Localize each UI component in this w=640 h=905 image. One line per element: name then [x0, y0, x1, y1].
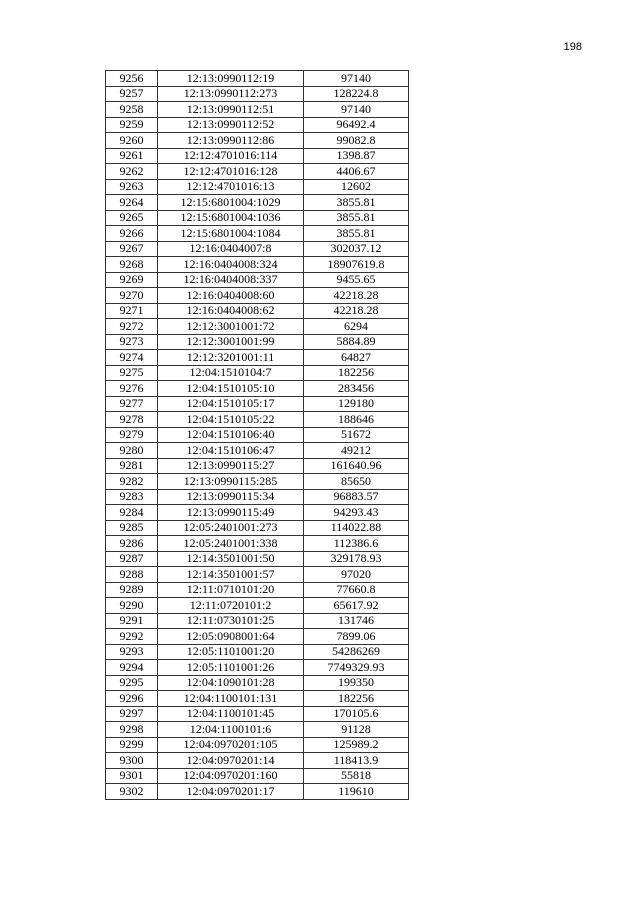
value-cell: 3855.81	[304, 226, 409, 242]
cadastral-number-cell: 12:16:0404007:8	[158, 241, 304, 257]
row-number-cell: 9293	[106, 644, 158, 660]
row-number-cell: 9286	[106, 536, 158, 552]
table-row	[106, 179, 409, 195]
cadastral-number-cell: 12:16:0404008:62	[158, 303, 304, 319]
cadastral-number-cell: 12:13:0990115:34	[158, 489, 304, 505]
value-cell: 42218.28	[304, 303, 409, 319]
table-row	[106, 319, 409, 335]
value-cell: 283456	[304, 381, 409, 397]
row-number-cell: 9282	[106, 474, 158, 490]
row-number-cell: 9260	[106, 133, 158, 149]
value-cell: 65617.92	[304, 598, 409, 614]
value-cell: 97140	[304, 71, 409, 87]
table-row	[106, 102, 409, 118]
row-number-cell: 9294	[106, 660, 158, 676]
row-number-cell: 9257	[106, 86, 158, 102]
value-cell: 131746	[304, 613, 409, 629]
row-number-cell: 9281	[106, 458, 158, 474]
cadastral-number-cell: 12:12:4701016:114	[158, 148, 304, 164]
table-row	[106, 71, 409, 87]
value-cell: 118413.9	[304, 753, 409, 769]
row-number-cell: 9300	[106, 753, 158, 769]
cadastral-number-cell: 12:04:0970201:17	[158, 784, 304, 800]
row-number-cell: 9280	[106, 443, 158, 459]
cadastral-number-cell: 12:13:0990115:27	[158, 458, 304, 474]
table-row	[106, 691, 409, 707]
table-row	[106, 381, 409, 397]
value-cell: 42218.28	[304, 288, 409, 304]
row-number-cell: 9271	[106, 303, 158, 319]
table-body	[106, 71, 409, 800]
row-number-cell: 9262	[106, 164, 158, 180]
value-cell: 329178.93	[304, 551, 409, 567]
table-row	[106, 613, 409, 629]
table-row	[106, 629, 409, 645]
row-number-cell: 9279	[106, 427, 158, 443]
value-cell: 302037.12	[304, 241, 409, 257]
row-number-cell: 9267	[106, 241, 158, 257]
table-row	[106, 598, 409, 614]
table-row	[106, 117, 409, 133]
table-row	[106, 675, 409, 691]
cadastral-number-cell: 12:04:1510105:10	[158, 381, 304, 397]
value-cell: 182256	[304, 365, 409, 381]
table-row	[106, 334, 409, 350]
table-row	[106, 567, 409, 583]
table-row	[106, 474, 409, 490]
table-row	[106, 86, 409, 102]
cadastral-number-cell: 12:16:0404008:60	[158, 288, 304, 304]
value-cell: 96883.57	[304, 489, 409, 505]
table-row	[106, 458, 409, 474]
row-number-cell: 9258	[106, 102, 158, 118]
cadastral-number-cell: 12:05:2401001:338	[158, 536, 304, 552]
value-cell: 96492.4	[304, 117, 409, 133]
table-row	[106, 505, 409, 521]
row-number-cell: 9272	[106, 319, 158, 335]
row-number-cell: 9283	[106, 489, 158, 505]
table-row	[106, 365, 409, 381]
cadastral-number-cell: 12:12:3001001:72	[158, 319, 304, 335]
cadastral-number-cell: 12:13:0990112:52	[158, 117, 304, 133]
value-cell: 125989.2	[304, 737, 409, 753]
cadastral-number-cell: 12:04:1100101:45	[158, 706, 304, 722]
row-number-cell: 9292	[106, 629, 158, 645]
cadastral-number-cell: 12:04:1090101:28	[158, 675, 304, 691]
value-cell: 199350	[304, 675, 409, 691]
table-row	[106, 195, 409, 211]
row-number-cell: 9295	[106, 675, 158, 691]
value-cell: 112386.6	[304, 536, 409, 552]
row-number-cell: 9273	[106, 334, 158, 350]
cadastral-number-cell: 12:04:0970201:105	[158, 737, 304, 753]
row-number-cell: 9291	[106, 613, 158, 629]
table-row	[106, 582, 409, 598]
cadastral-number-cell: 12:05:0908001:64	[158, 629, 304, 645]
cadastral-number-cell: 12:05:2401001:273	[158, 520, 304, 536]
value-cell: 99082.8	[304, 133, 409, 149]
row-number-cell: 9299	[106, 737, 158, 753]
table-row	[106, 551, 409, 567]
cadastral-number-cell: 12:13:0990115:49	[158, 505, 304, 521]
table-row	[106, 737, 409, 753]
cadastral-number-cell: 12:13:0990112:19	[158, 71, 304, 87]
value-cell: 5884.89	[304, 334, 409, 350]
cadastral-number-cell: 12:11:0710101:20	[158, 582, 304, 598]
row-number-cell: 9266	[106, 226, 158, 242]
cadastral-number-cell: 12:05:1101001:20	[158, 644, 304, 660]
row-number-cell: 9289	[106, 582, 158, 598]
value-cell: 4406.67	[304, 164, 409, 180]
cadastral-number-cell: 12:16:0404008:324	[158, 257, 304, 273]
row-number-cell: 9290	[106, 598, 158, 614]
value-cell: 97140	[304, 102, 409, 118]
row-number-cell: 9284	[106, 505, 158, 521]
cadastral-number-cell: 12:12:4701016:128	[158, 164, 304, 180]
row-number-cell: 9275	[106, 365, 158, 381]
table-row	[106, 164, 409, 180]
table-row	[106, 443, 409, 459]
table-row	[106, 722, 409, 738]
cadastral-number-cell: 12:11:0730101:25	[158, 613, 304, 629]
value-cell: 3855.81	[304, 210, 409, 226]
value-cell: 91128	[304, 722, 409, 738]
cadastral-number-cell: 12:04:1100101:131	[158, 691, 304, 707]
row-number-cell: 9270	[106, 288, 158, 304]
cadastral-number-cell: 12:04:1510104:7	[158, 365, 304, 381]
row-number-cell: 9285	[106, 520, 158, 536]
table-row	[106, 427, 409, 443]
value-cell: 18907619.8	[304, 257, 409, 273]
table-row	[106, 148, 409, 164]
cadastral-number-cell: 12:04:1510105:22	[158, 412, 304, 428]
value-cell: 3855.81	[304, 195, 409, 211]
cadastral-number-cell: 12:13:0990112:273	[158, 86, 304, 102]
cadastral-number-cell: 12:04:1510105:17	[158, 396, 304, 412]
row-number-cell: 9288	[106, 567, 158, 583]
cadastral-number-cell: 12:04:0970201:14	[158, 753, 304, 769]
table-row	[106, 768, 409, 784]
table-row	[106, 536, 409, 552]
cadastral-number-cell: 12:12:3201001:11	[158, 350, 304, 366]
table-row	[106, 210, 409, 226]
row-number-cell: 9301	[106, 768, 158, 784]
cadastral-number-cell: 12:12:3001001:99	[158, 334, 304, 350]
value-cell: 51672	[304, 427, 409, 443]
value-cell: 1398.87	[304, 148, 409, 164]
row-number-cell: 9263	[106, 179, 158, 195]
cadastral-number-cell: 12:15:6801004:1084	[158, 226, 304, 242]
row-number-cell: 9298	[106, 722, 158, 738]
value-cell: 94293.43	[304, 505, 409, 521]
table-row	[106, 784, 409, 800]
value-cell: 55818	[304, 768, 409, 784]
row-number-cell: 9269	[106, 272, 158, 288]
cadastral-number-cell: 12:05:1101001:26	[158, 660, 304, 676]
cadastral-number-cell: 12:15:6801004:1029	[158, 195, 304, 211]
value-cell: 97020	[304, 567, 409, 583]
table-row	[106, 753, 409, 769]
value-cell: 12602	[304, 179, 409, 195]
row-number-cell: 9274	[106, 350, 158, 366]
cadastral-number-cell: 12:16:0404008:337	[158, 272, 304, 288]
value-cell: 49212	[304, 443, 409, 459]
row-number-cell: 9277	[106, 396, 158, 412]
value-cell: 7749329.93	[304, 660, 409, 676]
row-number-cell: 9276	[106, 381, 158, 397]
cadastral-number-cell: 12:04:0970201:160	[158, 768, 304, 784]
row-number-cell: 9297	[106, 706, 158, 722]
table-row	[106, 706, 409, 722]
table-row	[106, 133, 409, 149]
row-number-cell: 9264	[106, 195, 158, 211]
table-row	[106, 257, 409, 273]
table-row	[106, 226, 409, 242]
table-row	[106, 396, 409, 412]
cadastral-number-cell: 12:13:0990112:86	[158, 133, 304, 149]
cadastral-number-cell: 12:13:0990115:285	[158, 474, 304, 490]
cadastral-number-cell: 12:04:1510106:47	[158, 443, 304, 459]
table-row	[106, 644, 409, 660]
table-row	[106, 520, 409, 536]
cadastral-number-cell: 12:14:3501001:50	[158, 551, 304, 567]
cadastral-number-cell: 12:14:3501001:57	[158, 567, 304, 583]
value-cell: 77660.8	[304, 582, 409, 598]
cadastral-number-cell: 12:11:0720101:2	[158, 598, 304, 614]
value-cell: 188646	[304, 412, 409, 428]
row-number-cell: 9278	[106, 412, 158, 428]
table-row	[106, 272, 409, 288]
table-row	[106, 288, 409, 304]
row-number-cell: 9302	[106, 784, 158, 800]
page-number: 198	[563, 41, 582, 53]
value-cell: 129180	[304, 396, 409, 412]
row-number-cell: 9268	[106, 257, 158, 273]
value-cell: 54286269	[304, 644, 409, 660]
value-cell: 170105.6	[304, 706, 409, 722]
value-cell: 114022.88	[304, 520, 409, 536]
value-cell: 7899.06	[304, 629, 409, 645]
table-row	[106, 489, 409, 505]
table-row	[106, 303, 409, 319]
value-cell: 161640.96	[304, 458, 409, 474]
table-row	[106, 412, 409, 428]
value-cell: 9455.65	[304, 272, 409, 288]
cadastral-number-cell: 12:12:4701016:13	[158, 179, 304, 195]
row-number-cell: 9287	[106, 551, 158, 567]
row-number-cell: 9265	[106, 210, 158, 226]
value-cell: 182256	[304, 691, 409, 707]
cadastral-number-cell: 12:15:6801004:1036	[158, 210, 304, 226]
value-cell: 64827	[304, 350, 409, 366]
value-cell: 119610	[304, 784, 409, 800]
row-number-cell: 9256	[106, 71, 158, 87]
value-cell: 128224.8	[304, 86, 409, 102]
value-cell: 6294	[304, 319, 409, 335]
table-row	[106, 660, 409, 676]
value-cell: 85650	[304, 474, 409, 490]
row-number-cell: 9296	[106, 691, 158, 707]
data-table	[105, 70, 409, 800]
row-number-cell: 9259	[106, 117, 158, 133]
table-row	[106, 241, 409, 257]
cadastral-number-cell: 12:04:1510106:40	[158, 427, 304, 443]
row-number-cell: 9261	[106, 148, 158, 164]
table-row	[106, 350, 409, 366]
cadastral-number-cell: 12:04:1100101:6	[158, 722, 304, 738]
cadastral-number-cell: 12:13:0990112:51	[158, 102, 304, 118]
